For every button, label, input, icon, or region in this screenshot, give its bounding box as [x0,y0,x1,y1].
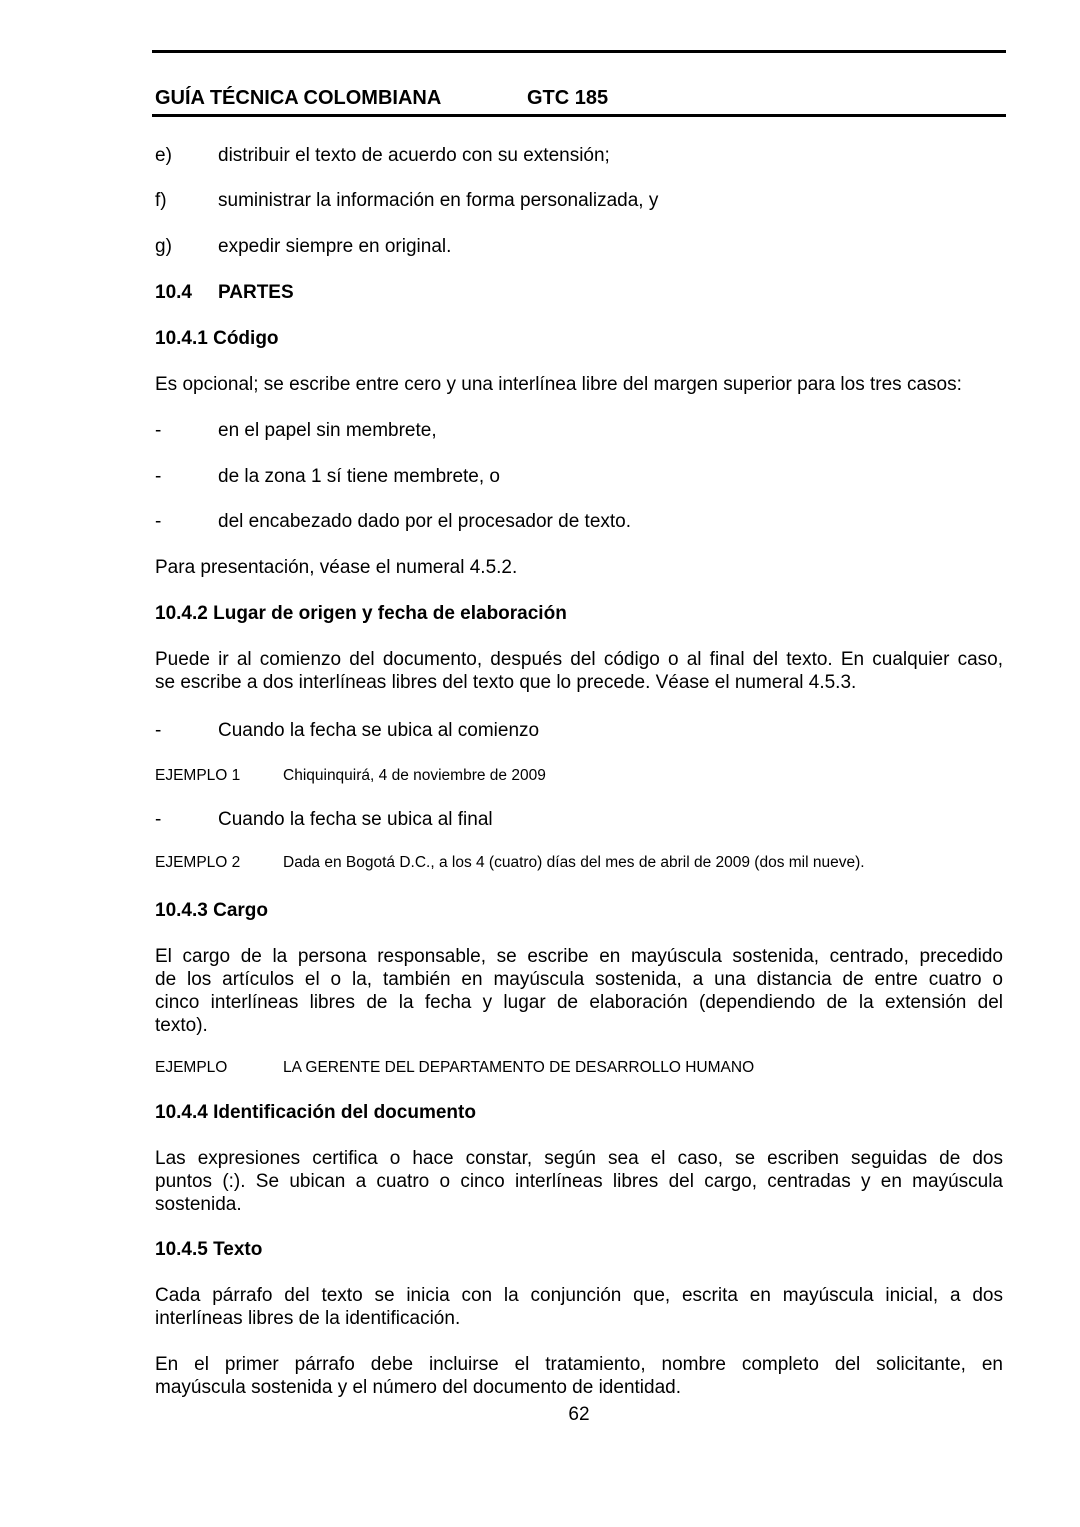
example-text: LA GERENTE DEL DEPARTAMENTO DE DESARROLLO HUMANO [283,1059,755,1076]
list-item-label: f) [155,190,167,211]
heading-cargo: 10.4.3 Cargo [155,900,268,921]
bullet: - [155,511,162,532]
heading-lugar: 10.4.2 Lugar de origen y fecha de elaboración [155,603,567,624]
bullet: - [155,466,162,487]
codigo-note: Para presentación, véase el numeral 4.5.2. [155,557,518,578]
example-text: Chiquinquirá, 4 de noviembre de 2009 [283,767,546,784]
list-item-text: distribuir el texto de acuerdo con su extensión; [218,145,610,166]
paragraph-line: de los artículos el o la, también en mayúscula sostenida, a una distancia de entre cuatro o [155,969,1003,990]
lugar-paragraph [155,648,1003,694]
paragraph-line: En el primer párrafo debe incluirse el tratamiento, nombre completo del solicitante, en [155,1354,1003,1375]
section-number: 10.4 [155,282,192,303]
paragraph-line: El cargo de la persona responsable, se escribe en mayúscula sostenida, centrado, precedido [155,946,1003,967]
list-item-text: suministrar la información en forma personalizada, y [218,190,659,211]
list-item-label: g) [155,236,172,257]
paragraph-line: texto). [155,1015,208,1036]
bullet: - [155,420,162,441]
paragraph-line: mayúscula sostenida y el número del documento de identidad. [155,1377,681,1398]
paragraph-line: Cada párrafo del texto se inicia con la conjunción que, escrita en mayúscula inicial, a dos [155,1285,1003,1306]
list-item-label: e) [155,145,172,166]
identificacion-paragraph [155,1147,1003,1216]
paragraph-line: Las expresiones certifica o hace constar, según sea el caso, se escriben seguidas de dos [155,1148,1003,1169]
bullet-text: en el papel sin membrete, [218,420,437,441]
paragraph-line: se escribe a dos interlíneas libres del texto que lo precede. Véase el numeral 4.5.3. [155,672,857,693]
example-text: Dada en Bogotá D.C., a los 4 (cuatro) días del mes de abril de 2009 (dos mil nueve). [283,854,865,871]
list-item-text: expedir siempre en original. [218,236,452,257]
paragraph-line: puntos (:). Se ubican a cuatro o cinco interlíneas libres del cargo, centradas y en mayúscula [155,1171,1003,1192]
paragraph-line: interlíneas libres de la identificación. [155,1308,461,1329]
bullet-text: de la zona 1 sí tiene membrete, o [218,466,500,487]
example-label: EJEMPLO 2 [155,854,241,871]
paragraph-line: Puede ir al comienzo del documento, después del código o al final del texto. En cualquier caso, [155,649,1003,670]
texto-paragraph-2 [155,1353,1003,1399]
bullet: - [155,809,162,830]
paragraph-line: cinco interlíneas libres de la fecha y lugar de elaboración (dependiendo de la extensión del [155,992,1003,1013]
page-number: 62 [568,1404,590,1425]
heading-identificacion: 10.4.4 Identificación del documento [155,1102,476,1123]
section-title: PARTES [218,282,294,303]
codigo-intro: Es opcional; se escribe entre cero y una interlínea libre del margen superior para los tres casos: [155,374,962,395]
example-label: EJEMPLO [155,1059,228,1076]
header-bottom-rule [152,114,1006,117]
bullet-text: Cuando la fecha se ubica al final [218,809,493,830]
heading-codigo: 10.4.1 Código [155,328,279,349]
bullet-text: Cuando la fecha se ubica al comienzo [218,720,540,741]
header-title: GUÍA TÉCNICA COLOMBIANA [155,87,442,109]
cargo-paragraph [155,945,1003,1037]
bullet-text: del encabezado dado por el procesador de texto. [218,511,632,532]
heading-texto: 10.4.5 Texto [155,1239,263,1260]
header-top-rule [152,50,1006,53]
texto-paragraph-1 [155,1284,1003,1330]
example-label: EJEMPLO 1 [155,767,241,784]
header-code: GTC 185 [527,87,609,109]
paragraph-line: sostenida. [155,1194,242,1215]
bullet: - [155,720,162,741]
